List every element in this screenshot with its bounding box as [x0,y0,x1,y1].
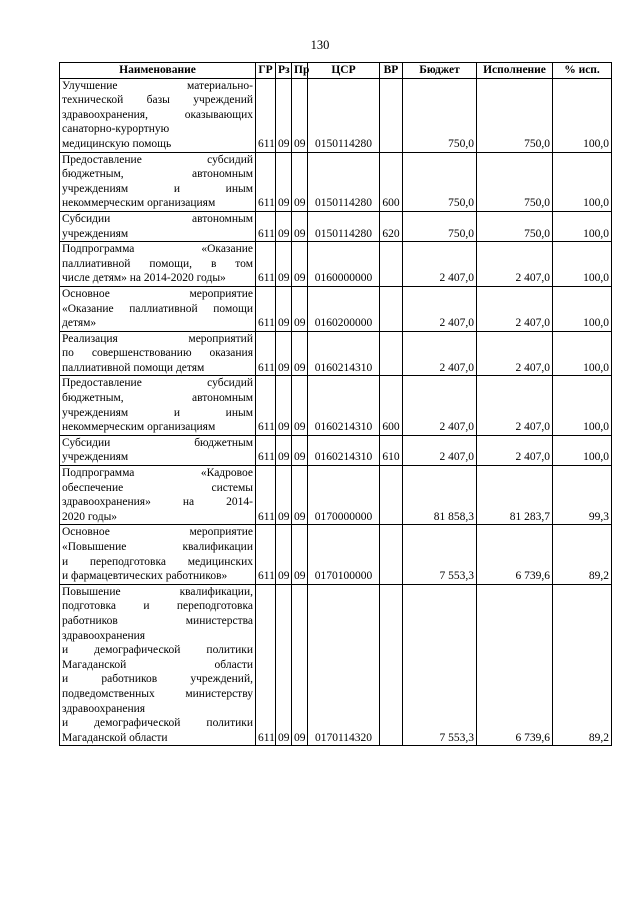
cell-execution: 81 283,7 [477,466,553,525]
cell-percent: 100,0 [553,435,612,465]
cell-name-line: Основное мероприятие [62,526,253,539]
cell-name-line: Субсидии автономным [62,212,253,225]
cell-csr: 0170100000 [308,525,380,584]
column-header-percent: % исп. [553,63,612,79]
cell-rz: 09 [276,466,292,525]
cell-gr: 611 [256,331,276,376]
table-row [60,152,612,211]
cell-name [60,152,256,211]
cell-gr: 611 [256,78,276,152]
cell-gr: 611 [256,242,276,287]
cell-budget: 2 407,0 [403,435,477,465]
cell-pr: 09 [292,78,308,152]
cell-execution: 6 739,6 [477,525,553,584]
cell-csr: 0170114320 [308,584,380,746]
cell-name-line: обеспечение системы [62,481,253,494]
cell-percent: 89,2 [553,525,612,584]
cell-name-line: Подпрограмма «Оказание [62,243,253,256]
cell-vr [380,331,403,376]
cell-name-line: бюджетным, автономным [62,168,253,181]
cell-percent: 100,0 [553,331,612,376]
cell-name-line: Магаданской области [62,731,168,744]
cell-name-line: подведомственных министерству [62,687,253,700]
cell-pr: 09 [292,242,308,287]
cell-csr: 0160214310 [308,331,380,376]
cell-gr: 611 [256,466,276,525]
cell-name-line: «Повышение квалификации [62,541,253,553]
cell-name-line: некоммерческим организациям [62,421,216,434]
cell-vr [380,466,403,525]
cell-name-line: некоммерческим организациям [62,197,216,210]
cell-percent: 100,0 [553,376,612,435]
cell-execution: 2 407,0 [477,242,553,287]
cell-budget: 2 407,0 [403,331,477,376]
cell-percent: 100,0 [553,78,612,152]
cell-vr [380,78,403,152]
cell-execution: 750,0 [477,211,553,241]
cell-gr: 611 [256,211,276,241]
cell-rz: 09 [276,525,292,584]
cell-name-line: Улучшение материально- [62,79,253,92]
table-row [60,525,612,584]
cell-rz: 09 [276,584,292,746]
cell-execution: 2 407,0 [477,286,553,331]
column-header-pr: Пр [292,63,308,79]
cell-name [60,525,256,584]
cell-name [60,584,256,746]
cell-name-line: учреждениям и иным [62,182,253,195]
column-header-csr: ЦСР [308,63,380,79]
cell-rz: 09 [276,376,292,435]
cell-budget: 2 407,0 [403,376,477,435]
cell-name-line: Основное мероприятие [62,287,253,300]
cell-gr: 611 [256,584,276,746]
table-row [60,584,612,746]
column-header-gr: ГР [256,63,276,79]
cell-name [60,466,256,525]
cell-percent: 100,0 [553,211,612,241]
cell-name-line: Повышение квалификации, [62,585,253,598]
cell-budget: 750,0 [403,78,477,152]
cell-rz: 09 [276,435,292,465]
cell-name-line: паллиативной помощи детям [62,361,205,374]
cell-vr: 620 [380,211,403,241]
cell-name [60,242,256,287]
cell-name [60,376,256,435]
cell-name-line: и фармацевтических работников» [62,570,228,583]
cell-csr: 0150114280 [308,152,380,211]
cell-execution: 750,0 [477,152,553,211]
cell-name-line: учреждениям [62,227,129,240]
cell-gr: 611 [256,525,276,584]
cell-name-line: работников министерства [62,614,253,627]
cell-pr: 09 [292,466,308,525]
cell-name-line: подготовка и переподготовка [62,600,253,613]
cell-name-line: бюджетным, автономным [62,392,253,405]
table-row [60,242,612,287]
cell-name-line: по совершенствованию оказания [62,347,253,360]
cell-execution: 2 407,0 [477,376,553,435]
cell-rz: 09 [276,242,292,287]
table-row [60,435,612,465]
table-row [60,211,612,241]
cell-budget: 7 553,3 [403,584,477,746]
cell-csr: 0170000000 [308,466,380,525]
cell-name-line: санаторно-курортную [62,123,170,136]
cell-name-line: здравоохранения, оказывающих [62,108,253,121]
cell-execution: 750,0 [477,78,553,152]
cell-vr [380,242,403,287]
cell-pr: 09 [292,525,308,584]
cell-percent: 100,0 [553,242,612,287]
cell-name-line: паллиативной помощи, в том [62,257,253,270]
cell-name-line: учреждениям [62,451,129,464]
cell-budget: 2 407,0 [403,242,477,287]
cell-pr: 09 [292,435,308,465]
cell-name-line: и переподготовка медицинских [62,555,253,568]
cell-name [60,331,256,376]
cell-percent: 100,0 [553,152,612,211]
cell-csr: 0160200000 [308,286,380,331]
cell-budget: 2 407,0 [403,286,477,331]
cell-name-line: и демографической политики [62,644,253,657]
cell-pr: 09 [292,584,308,746]
cell-rz: 09 [276,331,292,376]
cell-name-line: медицинскую помощь [62,137,172,150]
cell-execution: 6 739,6 [477,584,553,746]
cell-vr [380,584,403,746]
cell-csr: 0150114280 [308,78,380,152]
cell-gr: 611 [256,286,276,331]
cell-csr: 0150114280 [308,211,380,241]
cell-name-line: и работников учреждений, [62,673,253,686]
cell-name [60,78,256,152]
cell-name-line: числе детям» на 2014-2020 годы» [62,272,226,285]
cell-gr: 611 [256,435,276,465]
cell-pr: 09 [292,331,308,376]
table-row [60,331,612,376]
cell-budget: 750,0 [403,152,477,211]
cell-execution: 2 407,0 [477,331,553,376]
cell-percent: 99,3 [553,466,612,525]
column-header-budget: Бюджет [403,63,477,79]
cell-name-line: здравоохранения» на 2014- [62,496,253,509]
cell-name-line: технической базы учреждений [62,94,253,107]
cell-vr [380,525,403,584]
cell-csr: 0160214310 [308,376,380,435]
cell-name [60,286,256,331]
cell-name-line: здравоохранения [62,702,146,715]
column-header-execution: Исполнение [477,63,553,79]
cell-name-line: Предоставление субсидий [62,153,253,166]
cell-vr [380,286,403,331]
cell-execution: 2 407,0 [477,435,553,465]
column-header-rz: Рз [276,63,292,79]
cell-rz: 09 [276,286,292,331]
cell-rz: 09 [276,78,292,152]
cell-pr: 09 [292,376,308,435]
cell-percent: 100,0 [553,286,612,331]
column-header-name: Наименование [60,63,256,79]
cell-pr: 09 [292,152,308,211]
cell-budget: 7 553,3 [403,525,477,584]
table-row [60,286,612,331]
cell-name-line: Субсидии бюджетным [62,436,253,449]
cell-name-line: учреждениям и иным [62,406,253,419]
cell-name-line: детям» [62,317,97,330]
column-header-vr: ВР [380,63,403,79]
cell-vr: 600 [380,376,403,435]
cell-name-line: Реализация мероприятий [62,332,253,345]
cell-vr: 600 [380,152,403,211]
cell-pr: 09 [292,286,308,331]
cell-pr: 09 [292,211,308,241]
cell-rz: 09 [276,211,292,241]
table-row [60,466,612,525]
cell-name-line: Магаданской области [62,658,253,671]
table-row [60,78,612,152]
table-body [60,78,612,746]
cell-vr: 610 [380,435,403,465]
cell-name-line: 2020 годы» [62,510,118,523]
cell-rz: 09 [276,152,292,211]
cell-name [60,211,256,241]
table-header-row [60,63,612,79]
cell-budget: 750,0 [403,211,477,241]
cell-name-line: и демографической политики [62,717,253,730]
cell-gr: 611 [256,376,276,435]
cell-name-line: Предоставление субсидий [62,377,253,390]
cell-name-line: здравоохранения [62,629,146,642]
cell-gr: 611 [256,152,276,211]
cell-csr: 0160000000 [308,242,380,287]
budget-table [59,62,612,746]
cell-budget: 81 858,3 [403,466,477,525]
cell-csr: 0160214310 [308,435,380,465]
table-row [60,376,612,435]
page-number: 130 [310,38,330,52]
cell-name-line: «Оказание паллиативной помощи [62,302,253,315]
cell-name-line: Подпрограмма «Кадровое [62,467,253,480]
cell-name [60,435,256,465]
cell-percent: 89,2 [553,584,612,746]
